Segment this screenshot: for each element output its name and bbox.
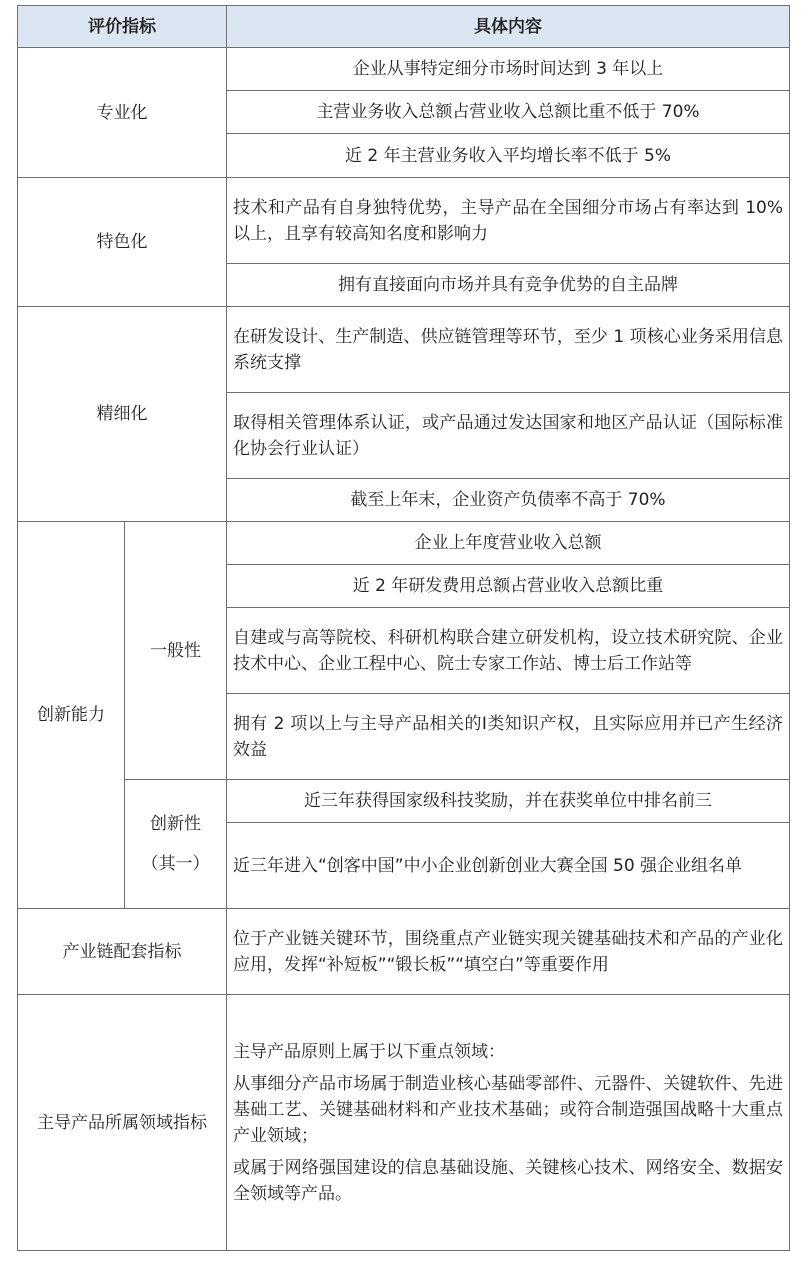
table-row xyxy=(18,178,790,264)
table-row xyxy=(18,780,790,823)
content-cell: 自建或与高等院校、科研机构联合建立研发机构，设立技术研究院、企业技术中心、企业工程中心、院士专家工作站、博士后工作站等 xyxy=(227,608,790,694)
table-row xyxy=(18,48,790,91)
header-criteria: 评价指标 xyxy=(18,6,227,48)
content-cell: 近 2 年主营业务收入平均增长率不低于 5% xyxy=(227,134,790,178)
category-product-domain: 主导产品所属领域指标 xyxy=(18,995,227,1251)
subcategory-general: 一般性 xyxy=(125,522,227,780)
content-cell: 主营业务收入总额占营业收入总额比重不低于 70% xyxy=(227,91,790,134)
content-cell: 近三年进入“创客中国”中小企业创新创业大赛全国 50 强企业组名单 xyxy=(227,823,790,909)
content-cell: 在研发设计、生产制造、供应链管理等环节，至少 1 项核心业务采用信息系统支撑 xyxy=(227,307,790,393)
category-refinement: 精细化 xyxy=(18,307,227,522)
category-industry-chain: 产业链配套指标 xyxy=(18,909,227,995)
domain-paragraph: 从事细分产品市场属于制造业核心基础零部件、元器件、关键软件、先进基础工艺、关键基础材料和产业技术基础；或符合制造强国战略十大重点产业领域； xyxy=(233,1073,783,1146)
content-cell: 拥有 2 项以上与主导产品相关的I类知识产权，且实际应用并已产生经济效益 xyxy=(227,694,790,780)
content-cell: 近三年获得国家级科技奖励，并在获奖单位中排名前三 xyxy=(227,780,790,823)
content-cell: 企业从事特定细分市场时间达到 3 年以上 xyxy=(227,48,790,91)
category-innovation: 创新能力 xyxy=(18,522,125,909)
table-row xyxy=(18,307,790,393)
subcategory-innovative xyxy=(125,780,227,909)
content-cell xyxy=(227,995,790,1251)
table-row xyxy=(18,522,790,565)
category-characteristic: 特色化 xyxy=(18,178,227,307)
content-cell: 位于产业链关键环节，围绕重点产业链实现关键基础技术和产品的产业化应用，发挥“补短板”“锻长板”“填空白”等重要作用 xyxy=(227,909,790,995)
content-cell: 近 2 年研发费用总额占营业收入总额比重 xyxy=(227,565,790,608)
content-cell: 企业上年度营业收入总额 xyxy=(227,522,790,565)
content-cell: 技术和产品有自身独特优势，主导产品在全国细分市场占有率达到 10%以上，且享有较高知名度和影响力 xyxy=(227,178,790,264)
table-row xyxy=(18,909,790,995)
table-header-row xyxy=(18,6,790,48)
domain-paragraph: 或属于网络强国建设的信息基础设施、关键核心技术、网络安全、数据安全领域等产品。 xyxy=(233,1157,783,1204)
content-cell: 拥有直接面向市场并具有竞争优势的自主品牌 xyxy=(227,264,790,307)
evaluation-criteria-table xyxy=(17,5,790,1251)
content-cell: 取得相关管理体系认证，或产品通过发达国家和地区产品认证（国际标准化协会行业认证） xyxy=(227,393,790,479)
content-cell: 截至上年末，企业资产负债率不高于 70% xyxy=(227,479,790,522)
subcategory-innovative-note: （其一） xyxy=(141,854,210,874)
category-specialization: 专业化 xyxy=(18,48,227,178)
table-row xyxy=(18,995,790,1251)
domain-paragraph: 主导产品原则上属于以下重点领域： xyxy=(233,1041,505,1062)
subcategory-innovative-label: 创新性 xyxy=(150,814,201,834)
header-content: 具体内容 xyxy=(227,6,790,48)
